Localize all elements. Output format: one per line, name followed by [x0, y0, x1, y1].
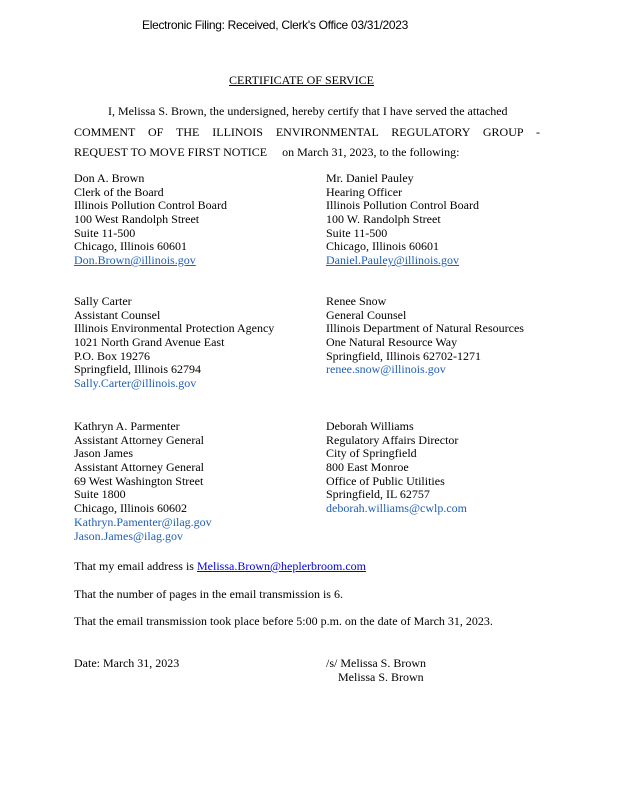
recipient-line: Mr. Daniel Pauley: [326, 171, 414, 185]
recipient-line: 100 West Randolph Street: [74, 212, 200, 227]
signature-date: Date: March 31, 2023: [74, 656, 180, 670]
recipient-line: Chicago, Illinois 60602: [74, 501, 187, 516]
recipient-email-link[interactable]: Don.Brown@illinois.gov: [74, 253, 196, 268]
recipient-line: 1021 North Grand Avenue East: [74, 335, 225, 350]
intro-paragraph: [74, 101, 540, 163]
signature-name: Melissa S. Brown: [338, 670, 424, 684]
intro-line-3: [74, 142, 540, 163]
signature-block: [326, 656, 426, 684]
recipient-line: Renee Snow: [326, 294, 387, 308]
recipient-line: Illinois Pollution Control Board: [326, 198, 480, 213]
recipient-line: Deborah Williams: [326, 419, 414, 433]
recipient-line: Chicago, Illinois 60601: [74, 239, 187, 254]
recipient-email-link[interactable]: Sally.Carter@illinois.gov: [74, 376, 197, 391]
intro-line-1: I, Melissa S. Brown, the undersigned, hereby certify that I have served the attached: [108, 104, 508, 118]
recipient-line: City of Springfield: [326, 446, 417, 461]
recipient-line: Jason James: [74, 446, 133, 461]
recipient-line: 100 W. Randolph Street: [326, 212, 441, 227]
recipient-line: One Natural Resource Way: [326, 335, 458, 350]
recipient-email-link[interactable]: deborah.williams@cwlp.com: [326, 501, 468, 516]
time-statement: That the email transmission took place before 5:00 p.m. on the date of March 31, 2023.: [74, 614, 493, 628]
recipient-line: Assistant Attorney General: [74, 432, 204, 447]
pages-statement: That the number of pages in the email transmission is 6.: [74, 587, 343, 601]
recipient-line: Springfield, Illinois 62794: [74, 362, 201, 377]
email-statement-prefix: That my email address is: [74, 559, 194, 573]
recipient-line: Suite 1800: [74, 487, 126, 502]
recipient-line: 800 East Monroe: [326, 460, 409, 475]
recipient-line: Illinois Department of Natural Resources: [326, 321, 524, 336]
recipient-line: Suite 11-500: [74, 225, 136, 240]
recipient-line: Springfield, IL 62757: [326, 487, 430, 502]
recipient-line: Clerk of the Board: [74, 184, 164, 199]
recipient-line: Don A. Brown: [74, 171, 145, 185]
recipient-line: Illinois Environmental Protection Agency: [74, 321, 275, 336]
recipient-sally-carter: [74, 295, 274, 391]
recipient-email-link[interactable]: renee.snow@illinois.gov: [326, 362, 446, 377]
recipient-line: General Counsel: [326, 307, 407, 322]
recipient-line: Office of Public Utilities: [326, 473, 445, 488]
recipient-line: Illinois Pollution Control Board: [74, 198, 228, 213]
email-statement: [74, 559, 366, 574]
recipient-line: Assistant Attorney General: [74, 460, 204, 475]
recipient-email-link-2[interactable]: Jason.James@ilag.gov: [74, 528, 184, 543]
document-name: REQUEST TO MOVE FIRST NOTICE: [74, 145, 268, 159]
recipient-daniel-pauley: [326, 172, 479, 268]
intro-date-text: on March 31, 2023, to the following:: [282, 145, 460, 159]
recipient-email-link[interactable]: Kathryn.Pamenter@ilag.gov: [74, 514, 212, 529]
intro-line-2: COMMENT OF THE ILLINOIS ENVIRONMENTAL REGULATORY GROUP -: [74, 124, 540, 139]
electronic-filing-header: Electronic Filing: Received, Clerk's Office 03/31/2023: [142, 18, 409, 32]
document-title: CERTIFICATE OF SERVICE: [229, 73, 374, 87]
recipient-kathryn-parmenter: [74, 420, 212, 543]
recipient-line: Assistant Counsel: [74, 307, 161, 322]
recipient-line: Chicago, Illinois 60601: [326, 239, 439, 254]
recipient-line: Kathryn A. Parmenter: [74, 419, 180, 433]
recipient-line: Sally Carter: [74, 294, 132, 308]
recipient-line: Springfield, Illinois 62702-1271: [326, 348, 481, 363]
recipient-line: 69 West Washington Street: [74, 473, 204, 488]
recipient-line: Regulatory Affairs Director: [326, 432, 459, 447]
recipient-renee-snow: [326, 295, 524, 377]
sender-email-link[interactable]: Melissa.Brown@heplerbroom.com: [196, 559, 367, 573]
recipient-email-link[interactable]: Daniel.Pauley@illinois.gov: [326, 253, 460, 268]
recipient-don-brown: [74, 172, 227, 268]
signature-line: /s/ Melissa S. Brown: [326, 656, 427, 670]
recipient-deborah-williams: [326, 420, 467, 516]
recipient-line: Hearing Officer: [326, 184, 403, 199]
recipient-line: Suite 11-500: [326, 225, 388, 240]
recipient-line: P.O. Box 19276: [74, 348, 151, 363]
